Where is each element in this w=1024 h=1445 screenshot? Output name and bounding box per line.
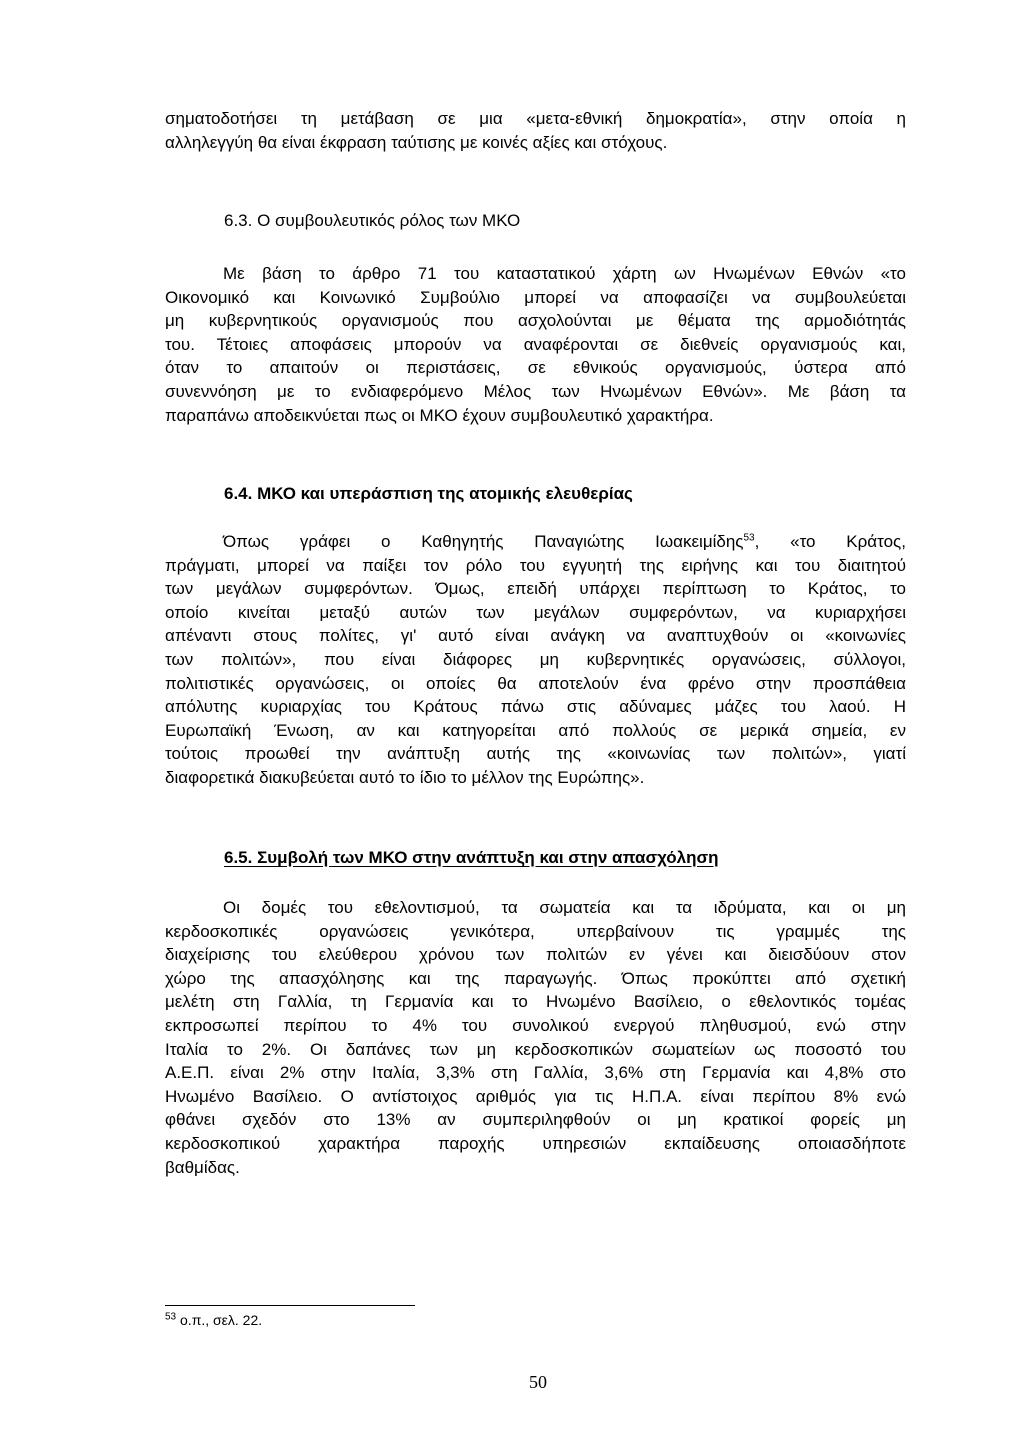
text-line: Οικονομικό και Κοινωνικό Συμβούλιο μπορεί να αποφασίζει να συμβουλεύεται	[165, 287, 906, 307]
text-line: πολιτιστικές οργανώσεις, οι οποίες θα αποτελούν ένα φρένο στην προσπάθεια	[165, 673, 906, 693]
text-line: αλληλεγγύη θα είναι έκφραση ταύτισης με κοινές αξίες και στόχους.	[165, 132, 668, 152]
text-line: μη κυβερνητικούς οργανισμούς που ασχολούνται με θέματα της αρμοδιότητάς	[165, 311, 906, 331]
text-line: όταν το απαιτούν οι περιστάσεις, σε εθνικούς οργανισμούς, ύστερα από	[165, 358, 906, 378]
intro-paragraph	[165, 107, 906, 154]
footnote-divider	[165, 1305, 415, 1306]
text-line: τούτοις προωθεί την ανάπτυξη αυτής της «κοινωνίας των πολιτών», γιατί	[165, 744, 906, 764]
section-heading-6-5-text: 6.5. Συμβολή των ΜΚΟ στην ανάπτυξη και στην απασχόληση	[224, 848, 719, 867]
text-line: απόλυτης κυριαρχίας του Κράτους πάνω στις αδύναμες μάζες του λαού. Η	[165, 697, 906, 717]
text-line: μελέτη στη Γαλλία, τη Γερμανία και το Ηνωμένο Βασίλειο, ο εθελοντικός τομέας	[165, 992, 906, 1012]
text-line-content: , «το Κράτος,	[754, 532, 906, 551]
text-line: των πολιτών», που είναι διάφορες μη κυβερνητικές οργανώσεις, σύλλογοι,	[165, 649, 906, 669]
text-line-content: Οι δομές του εθελοντισμού, τα σωματεία και τα ιδρύματα, και οι μη	[223, 898, 906, 917]
text-line: διαχείρισης του ελεύθερου χρόνου των πολιτών εν γένει και διεισδύουν στον	[165, 945, 906, 965]
text-line: οποίο κινείται μεταξύ αυτών των μεγάλων συμφερόντων, να κυριαρχήσει	[165, 602, 906, 622]
footnote-reference[interactable]: 53	[743, 532, 755, 544]
text-line: φθάνει σχεδόν στο 13% αν συμπεριληφθούν οι μη κρατικοί φορείς μη	[165, 1110, 906, 1130]
text-line: των μεγάλων συμφερόντων. Όμως, επειδή υπάρχει περίπτωση το Κράτος, το	[165, 579, 906, 599]
text-line	[165, 530, 906, 554]
section-6-3-paragraph	[165, 262, 906, 427]
section-heading-6-3: 6.3. Ο συμβουλευτικός ρόλος των ΜΚΟ	[224, 211, 521, 230]
text-line	[165, 896, 906, 920]
text-line	[165, 262, 906, 286]
text-line: κερδοσκοπικού χαρακτήρα παροχής υπηρεσιών εκπαίδευσης οποιασδήποτε	[165, 1133, 906, 1153]
text-line: συνεννόηση με το ενδιαφερόμενο Μέλος των Ηνωμένων Εθνών». Με βάση τα	[165, 381, 906, 401]
footnote-marker: 53	[165, 1311, 177, 1323]
text-line: βαθμίδας.	[165, 1157, 240, 1177]
text-line: παραπάνω αποδεικνύεται πως οι ΜΚΟ έχουν συμβουλευτικό χαρακτήρα.	[165, 405, 714, 425]
text-line: διαφορετικά διακυβεύεται αυτό το ίδιο το μέλλον της Ευρώπης».	[165, 767, 645, 787]
text-line: Ιταλία το 2%. Οι δαπάνες των μη κερδοσκοπικών σωματείων ως ποσοστό του	[165, 1039, 906, 1059]
section-6-5-paragraph	[165, 896, 906, 1179]
page-number: 50	[529, 1372, 547, 1392]
section-6-4-paragraph	[165, 530, 906, 790]
text-line: κερδοσκοπικές οργανώσεις γενικότερα, υπερβαίνουν τις γραμμές της	[165, 921, 906, 941]
text-line: πράγματι, μπορεί να παίξει τον ρόλο του εγγυητή της ειρήνης και του διαιτητού	[165, 555, 906, 575]
text-line: σηματοδοτήσει τη μετάβαση σε μια «μετα-εθνική δημοκρατία», στην οποία η	[165, 109, 906, 128]
text-line-content: Με βάση το άρθρο 71 του καταστατικού χάρτη ων Ηνωμένων Εθνών «το	[223, 264, 906, 283]
text-line-content: Όπως γράφει ο Καθηγητής Παναγιώτης Ιωακειμίδης	[223, 532, 744, 551]
text-line: του. Τέτοιες αποφάσεις μπορούν να αναφέρονται σε διεθνείς οργανισμούς και,	[165, 334, 906, 354]
footnote	[165, 1311, 262, 1329]
section-heading-6-5	[224, 846, 719, 869]
footnote-text: ο.π., σελ. 22.	[176, 1312, 263, 1328]
text-line: εκπροσωπεί περίπου το 4% του συνολικού ενεργού πληθυσμού, ενώ στην	[165, 1015, 906, 1035]
text-line: Ευρωπαϊκή Ένωση, αν και κατηγορείται από πολλούς σε μερικά σημεία, εν	[165, 720, 906, 740]
section-heading-6-4: 6.4. ΜΚΟ και υπεράσπιση της ατομικής ελευθερίας	[224, 484, 633, 503]
text-line: Ηνωμένο Βασίλειο. Ο αντίστοιχος αριθμός για τις Η.Π.Α. είναι περίπου 8% ενώ	[165, 1086, 906, 1106]
text-line: χώρο της απασχόλησης και της παραγωγής. Όπως προκύπτει από σχετική	[165, 968, 906, 988]
text-line: Α.Ε.Π. είναι 2% στην Ιταλία, 3,3% στη Γαλλία, 3,6% στη Γερμανία και 4,8% στο	[165, 1063, 906, 1083]
text-line: απέναντι στους πολίτες, γι' αυτό είναι ανάγκη να αναπτυχθούν οι «κοινωνίες	[165, 626, 906, 646]
